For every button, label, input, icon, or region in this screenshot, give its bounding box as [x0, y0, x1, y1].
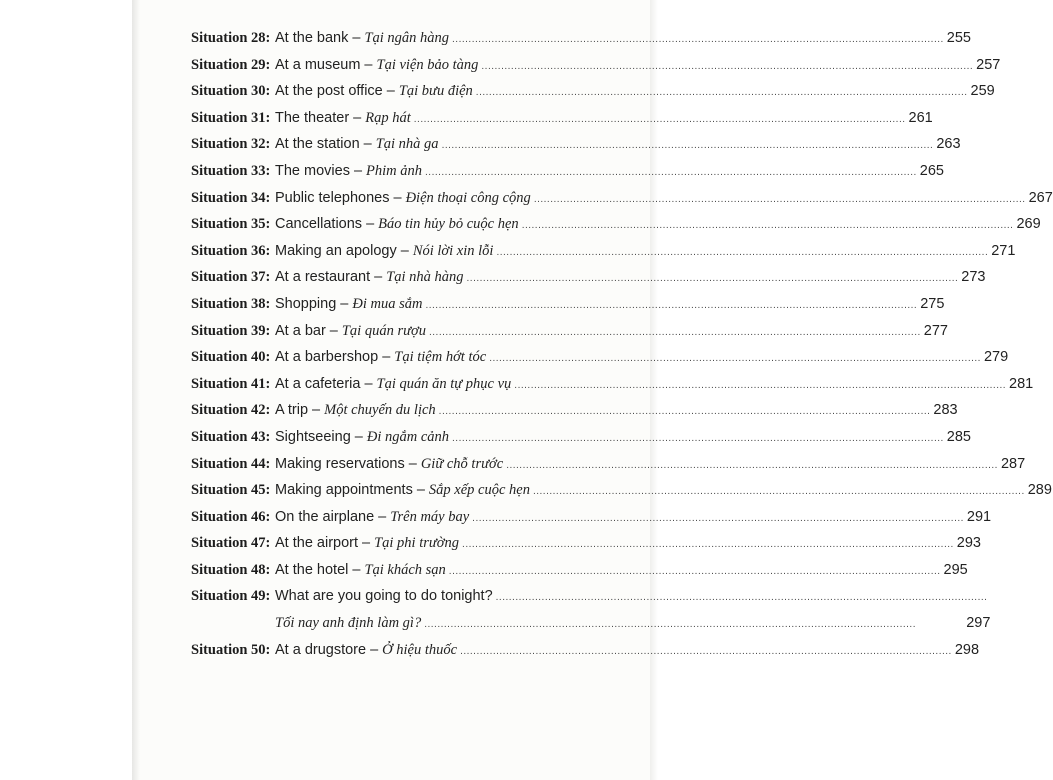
entry-label: Situation 32:: [191, 136, 271, 153]
entry-vietnamese-title: Tối nay anh định làm gì?: [275, 615, 422, 632]
leader-dots: ......................................................................................................................................................: [533, 193, 1026, 205]
entry-dash: –: [364, 375, 373, 392]
entry-page-number: 295: [943, 561, 968, 578]
entry-label: Situation 30:: [191, 83, 271, 100]
entry-page-number: 273: [961, 269, 986, 286]
entry-page-number: 283: [933, 402, 958, 419]
entry-english-title: Making appointments: [275, 482, 413, 499]
entry-dash: –: [363, 136, 372, 153]
entry-vietnamese-title: Một chuyến du lịch: [324, 402, 436, 419]
entry-english-title: At a barbershop: [275, 349, 379, 366]
leader-dots: ......................................................................................................................................................: [438, 406, 931, 418]
entry-english-title: At a cafeteria: [275, 375, 361, 392]
leader-dots: ......................................................................................................................................................: [413, 113, 906, 125]
entry-english-title: At the station: [275, 136, 360, 153]
entry-page-number: 275: [920, 295, 945, 312]
leader-dots: ......................................................................................................................................................: [424, 619, 916, 631]
entry-english-title: Making an apology: [275, 242, 397, 259]
entry-page-number: 291: [966, 508, 992, 525]
entry-vietnamese-title: Tại ngân hàng: [364, 30, 450, 46]
entry-page-number: 259: [970, 83, 995, 100]
entry-english-title: The movies: [275, 162, 350, 179]
leader-dots: ......................................................................................................................................................: [441, 140, 934, 152]
entry-english-title: At a drugstore: [275, 641, 367, 658]
entry-vietnamese-title: Điện thoại công cộng: [405, 189, 531, 206]
entry-dash: –: [400, 242, 409, 259]
entry-vietnamese-title: Đi mua sắm: [352, 295, 423, 312]
toc-entry[interactable]: [191, 504, 992, 531]
entry-dash: –: [364, 56, 373, 73]
toc-entry[interactable]: [191, 105, 933, 132]
toc-entry[interactable]: [191, 530, 981, 557]
entry-vietnamese-title: Tại quán rượu: [341, 322, 426, 339]
entry-label: Situation 31:: [191, 109, 271, 126]
toc-entry[interactable]: [191, 397, 958, 424]
entry-dash: –: [408, 455, 417, 472]
toc-entry-49[interactable]: [191, 583, 991, 636]
entry-dash: –: [362, 535, 371, 552]
entry-label: Situation 47:: [191, 535, 271, 552]
entry-dash: –: [378, 508, 387, 525]
toc-entry[interactable]: [191, 318, 948, 345]
entry-page-number: 287: [1000, 455, 1026, 472]
leader-dots: ......................................................................................................................................................: [475, 87, 968, 99]
entry-english-title: Public telephones: [275, 189, 390, 206]
entry-label: Situation 50:: [191, 641, 271, 658]
entry-label: Situation 28:: [191, 30, 271, 46]
entry-body: [275, 583, 990, 636]
toc-entry[interactable]: [191, 52, 1001, 79]
entry-vietnamese-title: Rạp hát: [365, 109, 411, 126]
leader-dots: ......................................................................................................................................................: [425, 166, 917, 178]
entry-dash: –: [352, 561, 361, 578]
entry-english-title: At the airport: [275, 535, 359, 552]
toc-entry[interactable]: [191, 344, 1009, 371]
toc-entry[interactable]: [191, 451, 1026, 478]
leader-dots: ......................................................................................................................................................: [514, 379, 1007, 391]
entry-page-number: 257: [976, 56, 1001, 73]
entry-vietnamese-title: Tại tiệm hớt tóc: [394, 349, 487, 366]
entry-english-title: Shopping: [275, 295, 337, 312]
toc-entry[interactable]: [191, 25, 971, 52]
entry-label: Situation 48:: [191, 561, 271, 578]
entry-vietnamese-title: Sắp xếp cuộc hẹn: [428, 482, 530, 499]
entry-dash: –: [393, 189, 402, 206]
entry-english-title: At the post office: [275, 83, 383, 100]
entry-line-vietnamese: [275, 610, 990, 637]
toc-entry[interactable]: [191, 131, 961, 158]
entry-vietnamese-title: Phim ảnh: [366, 162, 423, 179]
entry-label: Situation 38:: [191, 295, 271, 312]
entry-vietnamese-title: Tại viện bảo tàng: [376, 56, 479, 73]
entry-english-title: At a bar: [275, 322, 326, 339]
entry-vietnamese-title: Tại nhà hàng: [386, 269, 464, 286]
entry-english-title: Making reservations: [275, 455, 405, 472]
entry-vietnamese-title: Tại khách sạn: [364, 561, 446, 578]
entry-english-title: At the hotel: [275, 561, 349, 578]
entry-dash: –: [353, 162, 363, 179]
entry-dash: –: [374, 269, 383, 286]
entry-label: Situation 29:: [191, 56, 271, 73]
entry-label: Situation 46:: [191, 508, 271, 525]
toc-entry[interactable]: [191, 424, 971, 451]
entry-dash: –: [352, 30, 361, 46]
entry-page-number: 271: [991, 242, 1016, 259]
leader-dots: ......................................................................................................................................................: [462, 539, 954, 551]
leader-dots: ......................................................................................................................................................: [452, 34, 944, 45]
entry-page-number: 269: [1016, 216, 1041, 233]
entry-label: Situation 33:: [191, 162, 271, 179]
entry-english-title: A trip: [275, 402, 309, 419]
entry-dash: –: [353, 109, 362, 126]
toc-entry[interactable]: [191, 264, 986, 291]
toc-entry-50[interactable]: [191, 637, 980, 664]
leader-dots: ......................................................................................................................................................: [466, 273, 959, 285]
toc-entries: [191, 25, 1053, 583]
entry-page-number: 297: [966, 615, 991, 632]
entry-label: Situation 40:: [191, 349, 271, 366]
toc-entry[interactable]: [191, 158, 944, 185]
entry-english-title: What are you going to do tonight?: [275, 588, 493, 605]
entry-page-number: 279: [983, 349, 1009, 366]
entry-english-title: Cancellations: [275, 216, 363, 233]
entry-dash: –: [370, 641, 379, 658]
leader-dots: ......................................................................................................................................................: [496, 246, 989, 258]
entry-page-number: 293: [956, 535, 981, 552]
toc-entry[interactable]: [191, 557, 968, 584]
leader-dots: ......................................................................................................................................................: [425, 299, 918, 311]
entry-page-number: 263: [936, 136, 961, 153]
leader-dots: ......................................................................................................................................................: [448, 565, 941, 577]
leader-dots: ......................................................................................................................................................: [489, 353, 981, 365]
entry-label: Situation 44:: [191, 455, 271, 472]
leader-dots: ......................................................................................................................................................: [495, 592, 988, 604]
toc-entry[interactable]: [191, 185, 1053, 212]
entry-english-title: At a restaurant: [275, 269, 371, 286]
entry-english-title: At the bank: [275, 30, 349, 46]
entry-page-number: 285: [946, 428, 971, 445]
entry-dash: –: [340, 295, 349, 312]
leader-dots: ......................................................................................................................................................: [460, 645, 952, 657]
entry-label: Situation 39:: [191, 322, 271, 339]
toc-entry[interactable]: [191, 371, 1034, 398]
leader-dots: ......................................................................................................................................................: [452, 432, 944, 444]
toc-entry[interactable]: [191, 477, 1052, 504]
leader-dots: ......................................................................................................................................................: [506, 459, 998, 471]
entry-page-number: 255: [946, 30, 971, 46]
entry-vietnamese-title: Nói lời xin lỗi: [412, 242, 494, 259]
entry-vietnamese-title: Tại nhà ga: [375, 136, 439, 153]
entry-english-title: At a museum: [275, 56, 361, 73]
entry-label: Situation 45:: [191, 482, 271, 499]
leader-dots: ......................................................................................................................................................: [532, 486, 1025, 498]
entry-vietnamese-title: Trên máy bay: [390, 508, 470, 525]
entry-label: Situation 42:: [191, 402, 271, 419]
leader-dots: ......................................................................................................................................................: [481, 60, 974, 72]
entry-dash: –: [416, 482, 425, 499]
entry-vietnamese-title: Ở hiệu thuốc: [382, 641, 458, 658]
entry-label: Situation 41:: [191, 375, 271, 392]
entry-vietnamese-title: Đi ngắm cảnh: [366, 428, 450, 445]
entry-page-number: 289: [1027, 482, 1052, 499]
entry-english-title: Sightseeing: [275, 428, 351, 445]
entry-dash: –: [386, 83, 395, 100]
table-of-contents: [191, 25, 1053, 663]
entry-vietnamese-title: Giữ chỗ trước: [420, 455, 504, 472]
entry-label: Situation 43:: [191, 428, 271, 445]
entry-line-english: [275, 583, 990, 610]
entry-label: Situation 49:: [191, 588, 271, 605]
toc-entry[interactable]: [191, 238, 1016, 265]
entry-page-number: 277: [923, 322, 948, 339]
entry-page-number: 298: [954, 641, 980, 658]
entry-page-number: 281: [1009, 375, 1034, 392]
entry-label: Situation 34:: [191, 189, 271, 206]
leader-dots: ......................................................................................................................................................: [472, 512, 964, 524]
toc-entry[interactable]: [191, 211, 1041, 238]
entry-page-number: 261: [908, 109, 933, 126]
entry-label: Situation 36:: [191, 242, 271, 259]
toc-entry[interactable]: [191, 291, 945, 318]
entry-english-title: On the airplane: [275, 508, 375, 525]
entry-vietnamese-title: Tại bưu điện: [398, 83, 473, 100]
entry-dash: –: [382, 349, 391, 366]
entry-dash: –: [354, 428, 363, 445]
entry-vietnamese-title: Báo tin hủy bỏ cuộc hẹn: [378, 216, 519, 233]
entry-page-number: 265: [919, 162, 944, 179]
entry-english-title: The theater: [275, 109, 350, 126]
entry-label: Situation 35:: [191, 216, 271, 233]
entry-page-number: 267: [1028, 189, 1053, 206]
leader-dots: ......................................................................................................................................................: [521, 220, 1014, 232]
entry-dash: –: [312, 402, 321, 419]
entry-label: Situation 37:: [191, 269, 271, 286]
leader-dots: ......................................................................................................................................................: [429, 326, 921, 338]
page-gutter-shadow: [132, 0, 140, 780]
entry-dash: –: [366, 216, 375, 233]
entry-vietnamese-title: Tại quán ăn tự phục vụ: [376, 375, 512, 392]
entry-vietnamese-title: Tại phi trường: [374, 535, 460, 552]
toc-entry[interactable]: [191, 78, 995, 105]
entry-dash: –: [329, 322, 338, 339]
